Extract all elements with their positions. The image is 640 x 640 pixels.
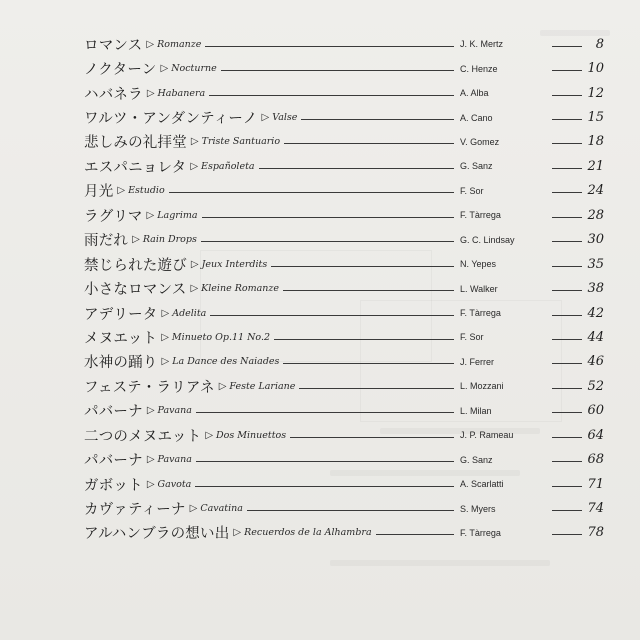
composer-name: G. C. Lindsay <box>460 234 515 245</box>
page-number: 10 <box>587 61 604 77</box>
japanese-title: 二つのメヌエット <box>84 428 202 445</box>
japanese-title: ロマンス <box>84 37 143 54</box>
page-number: 30 <box>587 232 604 248</box>
japanese-title: ワルツ・アンダンティーノ <box>84 111 258 128</box>
leader-line <box>209 95 454 96</box>
toc-entry[interactable] <box>84 301 604 325</box>
leader-line <box>284 143 454 144</box>
original-title: Habanera <box>157 87 206 99</box>
toc-entry[interactable] <box>84 325 604 349</box>
triangle-marker-icon: ▷ <box>146 87 155 99</box>
toc-entry[interactable] <box>84 228 604 252</box>
original-title: Cavatina <box>200 503 243 515</box>
composer-name: J. P. Rameau <box>460 430 514 441</box>
page-number: 24 <box>587 183 604 199</box>
page-number: 74 <box>587 501 604 517</box>
triangle-marker-icon: ▷ <box>261 112 270 124</box>
page-number: 42 <box>587 305 604 321</box>
page-leader-line <box>552 510 582 511</box>
original-title: La Dance des Naiades <box>172 356 280 368</box>
toc-entry[interactable] <box>84 130 604 154</box>
composer-name: A. Cano <box>460 112 493 123</box>
page-number: 35 <box>587 256 604 272</box>
leader-line <box>202 217 454 218</box>
original-title: Estudio <box>128 185 165 197</box>
toc-entry[interactable] <box>84 423 604 447</box>
leader-line <box>274 339 454 340</box>
original-title: Jeux Interdits <box>201 258 268 270</box>
toc-entry[interactable] <box>84 203 604 227</box>
toc-entry[interactable] <box>84 496 604 520</box>
page-leader-line <box>552 315 582 316</box>
japanese-title: カヴァティーナ <box>84 502 186 519</box>
original-title: Adelita <box>172 307 207 319</box>
japanese-title: 小さなロマンス <box>84 282 187 299</box>
composer-name: A. Alba <box>460 88 489 99</box>
leader-line <box>290 437 454 438</box>
page-leader-line <box>552 266 582 267</box>
japanese-title: 雨だれ <box>84 233 129 250</box>
japanese-title: ガボット <box>84 477 143 494</box>
page-leader-line <box>552 461 582 462</box>
original-title: Valse <box>272 112 298 124</box>
page-leader-line <box>552 388 582 389</box>
page-number: 21 <box>587 158 604 174</box>
bleed-through-line <box>330 560 550 566</box>
page-number: 15 <box>587 110 604 126</box>
composer-name: L. Mozzani <box>460 381 504 392</box>
leader-line <box>196 412 454 413</box>
original-title: Triste Santuario <box>201 136 281 148</box>
leader-line <box>196 461 454 462</box>
japanese-title: アデリータ <box>84 306 158 323</box>
japanese-title: 禁じられた遊び <box>84 257 187 274</box>
toc-entry[interactable] <box>84 374 604 398</box>
page-leader-line <box>552 363 582 364</box>
japanese-title: ハバネラ <box>84 86 143 103</box>
triangle-marker-icon: ▷ <box>146 38 155 50</box>
page-number: 68 <box>587 452 604 468</box>
leader-line <box>301 119 454 120</box>
japanese-title: フェステ・ラリアネ <box>84 379 215 396</box>
original-title: Lagrima <box>157 209 198 221</box>
leader-line <box>169 192 454 193</box>
triangle-marker-icon: ▷ <box>190 258 199 270</box>
triangle-marker-icon: ▷ <box>189 503 198 515</box>
page-leader-line <box>552 95 582 96</box>
original-title: Pavana <box>157 405 192 417</box>
page-leader-line <box>552 192 582 193</box>
toc-entry[interactable] <box>84 154 604 178</box>
toc-entry[interactable] <box>84 447 604 471</box>
triangle-marker-icon: ▷ <box>161 307 170 319</box>
triangle-marker-icon: ▷ <box>218 380 227 392</box>
leader-line <box>201 241 454 242</box>
original-title: Nocturne <box>171 63 217 75</box>
leader-line <box>283 290 454 291</box>
toc-entry[interactable] <box>84 179 604 203</box>
triangle-marker-icon: ▷ <box>146 405 155 417</box>
page-leader-line <box>552 412 582 413</box>
triangle-marker-icon: ▷ <box>190 283 199 295</box>
triangle-marker-icon: ▷ <box>146 478 155 490</box>
composer-name: N. Yepes <box>460 259 497 270</box>
page-leader-line <box>552 339 582 340</box>
toc-entry[interactable] <box>84 105 604 129</box>
toc-entry[interactable] <box>84 32 604 56</box>
page-number: 46 <box>587 354 604 370</box>
page-number: 71 <box>587 476 604 492</box>
composer-name: F. Sor <box>460 332 484 343</box>
triangle-marker-icon: ▷ <box>160 63 169 75</box>
original-title: Recuerdos de la Alhambra <box>244 527 372 539</box>
japanese-title: パバーナ <box>84 453 143 470</box>
toc-entry[interactable] <box>84 81 604 105</box>
page-leader-line <box>552 168 582 169</box>
japanese-title: メヌエット <box>84 330 158 347</box>
leader-line <box>247 510 454 511</box>
composer-name: L. Milan <box>460 405 492 416</box>
page-number: 8 <box>595 36 604 52</box>
original-title: Romanze <box>157 38 202 50</box>
leader-line <box>195 486 454 487</box>
triangle-marker-icon: ▷ <box>117 185 126 197</box>
table-of-contents <box>84 32 604 545</box>
japanese-title: パバーナ <box>84 404 143 421</box>
page-number: 78 <box>587 525 604 541</box>
toc-entry[interactable] <box>84 399 604 423</box>
triangle-marker-icon: ▷ <box>161 331 169 343</box>
triangle-marker-icon: ▷ <box>146 209 155 221</box>
leader-line <box>299 388 454 389</box>
page-leader-line <box>552 46 582 47</box>
page-number: 64 <box>587 427 604 443</box>
triangle-marker-icon: ▷ <box>190 160 199 172</box>
page-number: 60 <box>587 403 604 419</box>
original-title: Rain Drops <box>142 234 197 246</box>
leader-line <box>271 266 454 267</box>
composer-name: A. Scarlatti <box>460 479 504 490</box>
composer-name: F. Sor <box>460 185 484 196</box>
composer-name: G. Sanz <box>460 161 493 172</box>
japanese-title: ラグリマ <box>84 208 143 225</box>
original-title: Kleine Romanze <box>201 283 280 295</box>
toc-entry[interactable] <box>84 350 604 374</box>
japanese-title: 水神の踊り <box>84 355 158 372</box>
japanese-title: エスパニョレタ <box>84 159 187 176</box>
original-title: Gavota <box>157 478 192 490</box>
composer-name: F. Tàrrega <box>460 527 501 538</box>
page-leader-line <box>552 70 582 71</box>
toc-entry[interactable] <box>84 521 604 545</box>
toc-entry[interactable] <box>84 252 604 276</box>
composer-name: C. Henze <box>460 63 498 74</box>
triangle-marker-icon: ▷ <box>132 234 140 246</box>
original-title: Dos Minuettos <box>216 429 287 441</box>
triangle-marker-icon: ▷ <box>233 527 242 539</box>
toc-entry[interactable] <box>84 276 604 300</box>
toc-entry[interactable] <box>84 472 604 496</box>
japanese-title: ノクターン <box>84 62 157 79</box>
page-leader-line <box>552 119 582 120</box>
page-leader-line <box>552 143 582 144</box>
page-number: 52 <box>587 378 604 394</box>
triangle-marker-icon: ▷ <box>190 136 199 148</box>
composer-name: F. Tàrrega <box>460 210 501 221</box>
original-title: Pavana <box>157 454 192 466</box>
leader-line <box>210 315 454 316</box>
triangle-marker-icon: ▷ <box>161 356 170 368</box>
original-title: Españoleta <box>201 160 255 172</box>
composer-name: J. K. Mertz <box>460 39 504 50</box>
composer-name: S. Myers <box>460 503 496 514</box>
leader-line <box>221 70 454 71</box>
page-leader-line <box>552 534 582 535</box>
page-number: 28 <box>587 207 604 223</box>
page-leader-line <box>552 290 582 291</box>
page-leader-line <box>552 486 582 487</box>
triangle-marker-icon: ▷ <box>146 454 155 466</box>
page-leader-line <box>552 437 582 438</box>
original-title: Minueto Op.11 No.2 <box>171 331 271 343</box>
japanese-title: 月光 <box>84 184 114 201</box>
page-leader-line <box>552 241 582 242</box>
leader-line <box>283 363 454 364</box>
page-number: 38 <box>587 281 604 297</box>
page-number: 12 <box>587 85 604 101</box>
japanese-title: アルハンブラの想い出 <box>84 526 230 543</box>
page-leader-line <box>552 217 582 218</box>
page-number: 44 <box>587 329 604 345</box>
composer-name: J. Ferrer <box>460 356 495 367</box>
leader-line <box>376 534 454 535</box>
leader-line <box>259 168 454 169</box>
triangle-marker-icon: ▷ <box>205 429 214 441</box>
composer-name: F. Tàrrega <box>460 308 501 319</box>
composer-name: V. Gomez <box>460 136 500 147</box>
composer-name: L. Walker <box>460 283 498 294</box>
leader-line <box>205 46 454 47</box>
toc-entry[interactable] <box>84 56 604 80</box>
original-title: Feste Lariane <box>229 380 296 392</box>
japanese-title: 悲しみの礼拝堂 <box>84 135 187 152</box>
page-number: 18 <box>587 134 604 150</box>
composer-name: G. Sanz <box>460 454 493 465</box>
